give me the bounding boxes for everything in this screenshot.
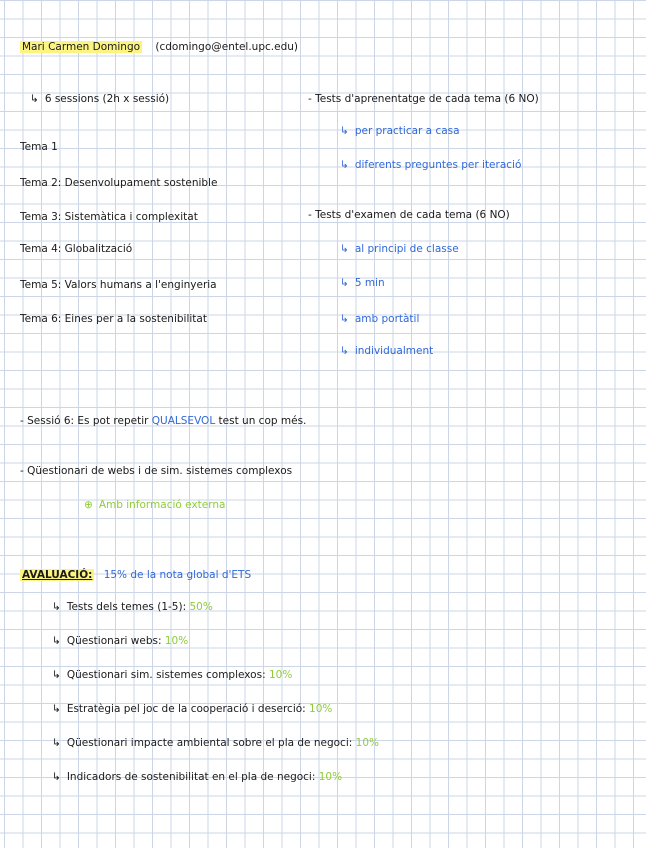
questionnaire-note: - Qüestionari de webs i de sim. sistemes complexos (20, 465, 293, 477)
evaluation-item: ↳ Estratègia pel joc de la cooperació i deserció: 10% (52, 703, 333, 715)
arrow-icon: ↳ (52, 703, 61, 715)
topic-item: Tema 4: Globalització (20, 243, 133, 255)
percentage: 10% (355, 737, 379, 749)
sessions-line (30, 92, 169, 106)
arrow-icon: ↳ (52, 635, 61, 647)
topic-item: Tema 1 (20, 141, 58, 153)
percentage: 10% (318, 771, 343, 783)
arrow-icon: ↳ (52, 669, 61, 681)
exam-tests-heading: - Tests d'examen de cada tema (6 NO) (308, 209, 510, 221)
author-line (20, 40, 298, 54)
topic-item: Tema 2: Desenvolupament sostenible (20, 177, 218, 189)
exam-item: ↳ al principi de classe (340, 243, 459, 255)
author-email: (cdomingo@entel.upc.edu) (155, 41, 298, 53)
percentage: 10% (309, 703, 333, 715)
arrow-icon: ↳ (340, 277, 349, 289)
evaluation-heading (20, 568, 251, 582)
exam-item: ↳ 5 min (340, 277, 385, 289)
exam-item: ↳ amb portàtil (340, 313, 420, 325)
arrow-icon: ↳ (340, 243, 349, 255)
qualsevol-highlight: QUALSEVOL (151, 415, 216, 427)
evaluation-item: ↳ Qüestionari sim. sistemes complexos: 10% (52, 669, 293, 681)
evaluation-label: AVALUACIÓ: (22, 569, 93, 581)
learning-item: ↳ diferents preguntes per iteració (340, 159, 522, 171)
sessions-text: 6 sessions (2h x sessió) (44, 93, 170, 105)
exam-item: ↳ individualment (340, 345, 434, 357)
learning-tests-heading: - Tests d'aprenentatge de cada tema (6 NO) (308, 93, 539, 105)
topic-item: Tema 6: Eines per a la sostenibilitat (20, 313, 207, 325)
arrow-icon: ↳ (52, 601, 61, 613)
evaluation-item: ↳ Indicadors de sostenibilitat en el pla de negoci: 10% (52, 771, 343, 783)
arrow-icon: ↳ (52, 771, 61, 783)
evaluation-item: ↳ Tests dels temes (1-5): 50% (52, 601, 213, 613)
session6-note: - Sessió 6: Es pot repetir QUALSEVOL test un cop més. (20, 415, 307, 427)
author-name: Mari Carmen Domingo (22, 41, 141, 53)
evaluation-item: ↳ Qüestionari impacte ambiental sobre el pla de negoci: 10% (52, 737, 379, 749)
topic-item: Tema 5: Valors humans a l'enginyeria (20, 279, 217, 291)
arrow-icon: ↳ (340, 345, 349, 357)
external-info-note: ⊕ Amb informació externa (84, 499, 226, 511)
percentage: 10% (268, 669, 293, 681)
percentage: 50% (189, 601, 213, 613)
evaluation-item: ↳ Qüestionari webs: 10% (52, 635, 189, 647)
percentage: 10% (164, 635, 189, 647)
arrow-icon: ↳ (340, 159, 349, 171)
arrow-icon: ↳ (340, 125, 349, 137)
plus-circle-icon: ⊕ (84, 499, 93, 511)
learning-item: ↳ per practicar a casa (340, 125, 460, 137)
topic-item: Tema 3: Sistemàtica i complexitat (20, 211, 198, 223)
evaluation-summary: 15% de la nota global d'ETS (103, 569, 252, 581)
arrow-icon: ↳ (30, 93, 39, 105)
arrow-icon: ↳ (340, 313, 349, 325)
arrow-icon: ↳ (52, 737, 61, 749)
